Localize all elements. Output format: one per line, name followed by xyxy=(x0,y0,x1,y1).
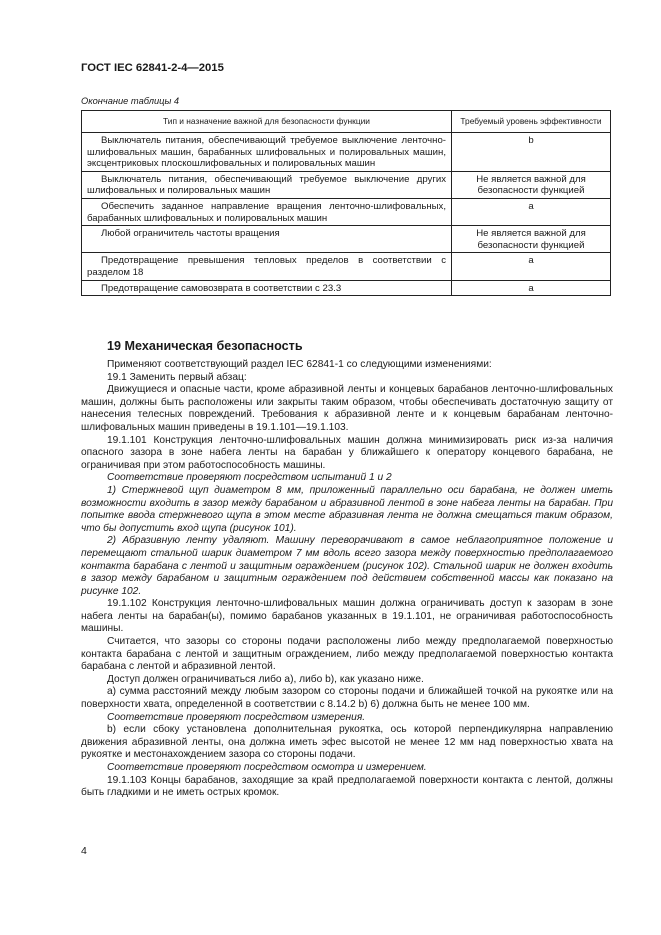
body-paragraph: 19.1.102 Конструкция ленточно-шлифовальных машин должна ограничивать доступ к зазорам в зоне набега ленты на барабан(ы), помимо барабанов указанных в 19.1.101, не ограничивая работоспособность машины. xyxy=(81,598,613,635)
table-row xyxy=(82,226,611,253)
body-paragraph: b) если сбоку установлена дополнительная рукоятка, ось которой перпендикулярна направлению движения абразивной ленты, она должна иметь эфес высотой не менее 12 мм над поверхностью хвата на рукоятке и местонахождением зазора со стороны подачи. xyxy=(81,724,613,761)
section-body xyxy=(81,359,613,800)
body-paragraph: 19.1.103 Концы барабанов, заходящие за край предполагаемой поверхности контакта с лентой, должны быть гладкими и не иметь острых кромок. xyxy=(81,774,613,799)
function-cell: Выключатель питания, обеспечивающий требуемое выключение других шлифовальных и полировальных машин xyxy=(82,171,452,198)
body-paragraph: Доступ должен ограничиваться либо a), либо b), как указано ниже. xyxy=(107,673,424,685)
table-row xyxy=(82,171,611,198)
table-row xyxy=(82,253,611,280)
body-paragraph: Соответствие проверяют посредством осмотра и измерением. xyxy=(107,762,427,773)
body-paragraph: Движущиеся и опасные части, кроме абразивной ленты и концевых барабанов ленточно-шлифовальных машин, должны быть расположены или закрыты таким образом, чтобы обеспечивать достаточную защиту от нанесения телесных повреждений. Требования к абразивной ленте и к концевым барабанам ленточно-шлифовальных машин приведены в 19.1.101—19.1.103. xyxy=(81,384,613,433)
section-heading: 19 Механическая безопасность xyxy=(107,339,303,353)
body-paragraph: Применяют соответствующий раздел IEC 62841-1 со следующими изменениями: xyxy=(107,359,492,370)
table-row xyxy=(82,133,611,172)
body-paragraph: 19.1.101 Конструкция ленточно-шлифовальных машин должна минимизировать риск из-за наличия опасного зазора в зоне набега ленты на барабан у ближайшего к оператору концевого барабана, не ограничивая при этом работоспособность машины. xyxy=(81,434,613,471)
body-paragraph: Считается, что зазоры со стороны подачи расположены либо между предполагаемой поверхностью контакта барабана с лентой и защитным ограждением, либо между предполагаемой поверхностью контакта барабана с лентой и абразивной лентой. xyxy=(81,636,613,673)
column-header-level: Требуемый уровень эффективности xyxy=(452,111,611,133)
function-cell: Предотвращение самовозврата в соответствии с 23.3 xyxy=(82,280,452,296)
body-paragraph: 2) Абразивную ленту удаляют. Машину переворачивают в самое неблагоприятное положение и перемещают стальной шарик диаметром 7 мм вдоль всего зазора между поверхностью предполагаемого контакта барабана с лентой и защитным ограждением (рисунок 102). Стальной шарик не должен входить в зазор между барабаном и защитным ограждением под действием собственной массы как показано на рисунке 102. xyxy=(81,535,613,597)
level-cell: Не является важной для безопасности функцией xyxy=(452,171,611,198)
function-cell: Обеспечить заданное направление вращения ленточно-шлифовальных, барабанных шлифовальных и полировальных машин xyxy=(82,198,452,225)
level-cell: a xyxy=(452,198,611,225)
table-caption: Окончание таблицы 4 xyxy=(81,96,180,106)
level-cell: a xyxy=(452,280,611,296)
body-paragraph: 1) Стержневой щуп диаметром 8 мм, приложенный параллельно оси барабана, не должен иметь возможности входить в зазор между барабаном и абразивной лентой в зоне набега ленты на барабан. При попытке ввода стержневого щупа в этом месте абразивная лента не должна смещаться таким образом, что бы допустить вход щупа (рисунок 101). xyxy=(81,484,613,534)
table-row xyxy=(82,280,611,296)
body-paragraph: Соответствие проверяют посредством испытаний 1 и 2 xyxy=(107,472,392,484)
function-cell: Выключатель питания, обеспечивающий требуемое выключение ленточно-шлифовальных машин, барабанных шлифовальных и полировальных машин, эксцентриковых плоскошлифовальных и полировальных машин xyxy=(82,133,452,172)
document-code-header: ГОСТ IEC 62841-2-4—2015 xyxy=(81,62,224,74)
table-header-row xyxy=(82,111,611,133)
table-row xyxy=(82,198,611,225)
level-cell: a xyxy=(452,253,611,280)
level-cell: Не является важной для безопасности функцией xyxy=(452,226,611,253)
body-paragraph: 19.1 Заменить первый абзац: xyxy=(107,371,247,383)
body-paragraph: Соответствие проверяют посредством измерения. xyxy=(107,711,366,723)
body-paragraph: a) сумма расстояний между любым зазором со стороны подачи и ближайшей точкой на рукоятке или на поверхности хвата, определенной в соответствии с 8.14.2 b) 6) должна быть не менее 100 мм. xyxy=(81,686,613,711)
function-cell: Любой ограничитель частоты вращения xyxy=(82,226,452,253)
page-number: 4 xyxy=(81,845,87,857)
function-cell: Предотвращение превышения тепловых пределов в соответствии с разделом 18 xyxy=(82,253,452,280)
level-cell: b xyxy=(452,133,611,172)
table-4 xyxy=(81,110,611,296)
column-header-function: Тип и назначение важной для безопасности функции xyxy=(82,111,452,133)
